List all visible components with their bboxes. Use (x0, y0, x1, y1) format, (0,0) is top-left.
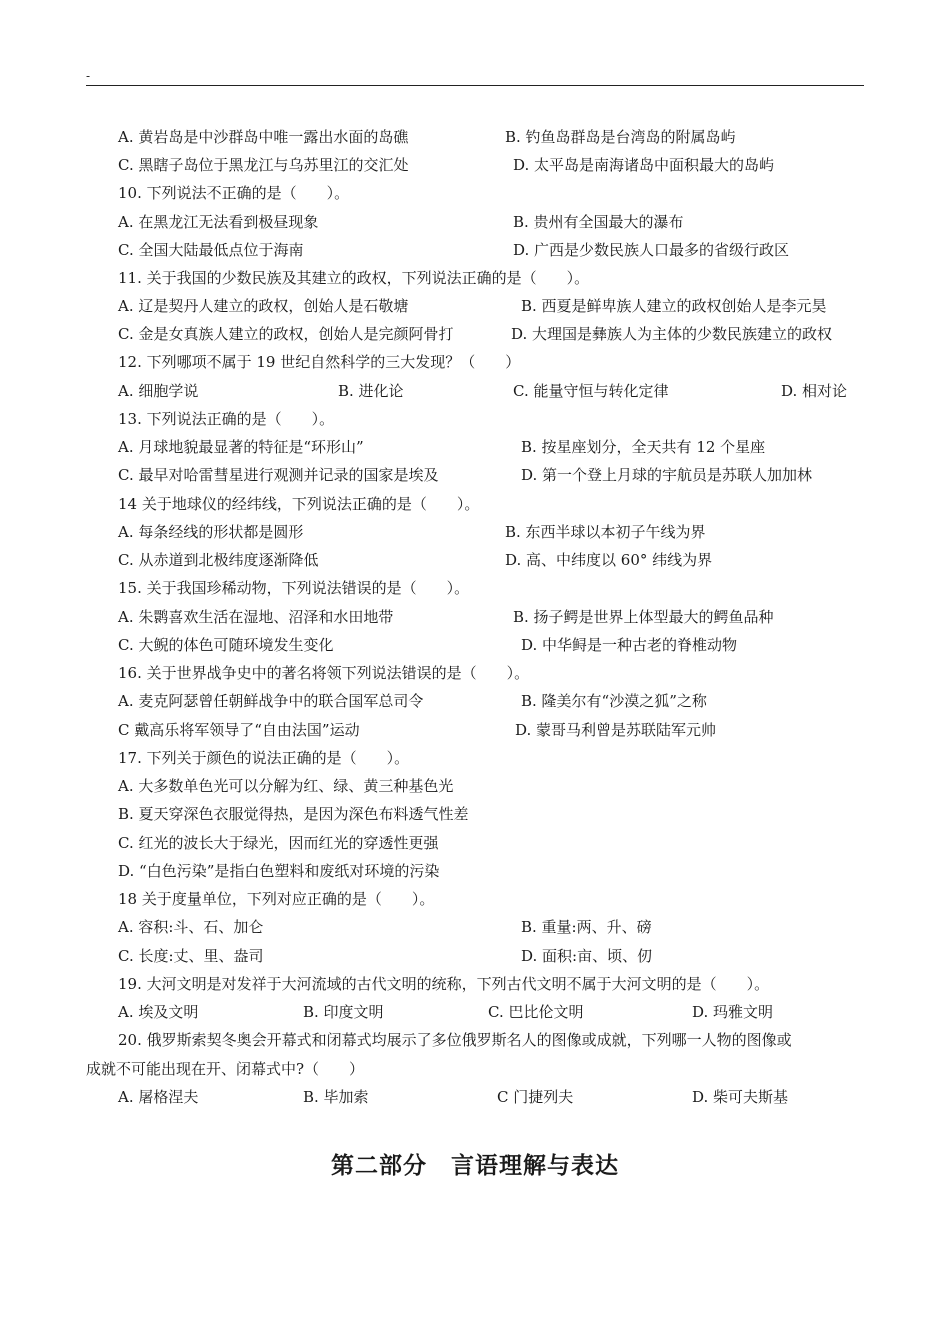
q15-option-c: C. 大鲵的体色可随环境发生变化 (118, 636, 334, 654)
q16-option-d: D. 蒙哥马利曾是苏联陆军元帅 (515, 721, 717, 739)
q17-option-a: A. 大多数单色光可以分解为红、绿、黄三种基色光 (118, 777, 454, 795)
q17-stem: 17. 下列关于颜色的说法正确的是（ ）。 (118, 749, 410, 767)
q20-option-c: C 门捷列夫 (497, 1088, 574, 1106)
q9-option-a: A. 黄岩岛是中沙群岛中唯一露出水面的岛礁 (118, 128, 409, 146)
q20-option-b: B. 毕加索 (303, 1088, 369, 1106)
q10-option-c: C. 全国大陆最低点位于海南 (118, 241, 304, 259)
q14-option-b: B. 东西半球以本初子午线为界 (505, 523, 706, 541)
q12-option-c: C. 能量守恒与转化定律 (513, 382, 669, 400)
q13-option-c: C. 最早对哈雷彗星进行观测并记录的国家是埃及 (118, 466, 439, 484)
q20-stem-line-1: 20. 俄罗斯索契冬奥会开幕式和闭幕式均展示了多位俄罗斯名人的图像或成就，下列哪一人物的图像或 (118, 1031, 792, 1049)
q20-option-a: A. 屠格涅夫 (118, 1088, 199, 1106)
q15-option-d: D. 中华鲟是一种古老的脊椎动物 (521, 636, 738, 654)
q19-stem: 19. 大河文明是对发祥于大河流域的古代文明的统称，下列古代文明不属于大河文明的是（ ）。 (118, 975, 770, 993)
q15-option-a: A. 朱鹮喜欢生活在湿地、沼泽和水田地带 (118, 608, 394, 626)
q20-stem-line-2: 成就不可能出现在开、闭幕式中?（ ） (86, 1060, 365, 1078)
section-title: 第二部分 言语理解与表达 (331, 1152, 619, 1179)
q18-option-c: C. 长度:丈、里、盎司 (118, 947, 264, 965)
q11-stem: 11. 关于我国的少数民族及其建立的政权，下列说法正确的是（ ）。 (118, 269, 590, 287)
q12-stem: 12. 下列哪项不属于 19 世纪自然科学的三大发现？（ ） (118, 353, 521, 371)
header-rule (86, 85, 864, 86)
q14-stem: 14 关于地球仪的经纬线，下列说法正确的是（ ）。 (118, 495, 480, 513)
q18-option-b: B. 重量:两、升、磅 (521, 918, 652, 936)
q11-option-c: C. 金是女真族人建立的政权，创始人是完颜阿骨打 (118, 325, 454, 343)
q13-option-b: B. 按星座划分，全天共有 12 个星座 (521, 438, 766, 456)
q12-option-b: B. 进化论 (338, 382, 404, 400)
q12-option-d: D. 相对论 (781, 382, 848, 400)
q9-option-d: D. 太平岛是南海诸岛中面积最大的岛屿 (513, 156, 775, 174)
q18-stem: 18 关于度量单位，下列对应正确的是（ ）。 (118, 890, 435, 908)
q10-stem: 10. 下列说法不正确的是（ ）。 (118, 184, 350, 202)
q11-option-d: D. 大理国是彝族人为主体的少数民族建立的政权 (511, 325, 833, 343)
q10-option-d: D. 广西是少数民族人口最多的省级行政区 (513, 241, 790, 259)
q18-option-a: A. 容积:斗、石、加仑 (118, 918, 264, 936)
q17-option-d: D. “白色污染”是指白色塑料和废纸对环境的污染 (118, 862, 440, 880)
q12-option-a: A. 细胞学说 (118, 382, 199, 400)
q16-option-c: C 戴高乐将军领导了“自由法国”运动 (118, 721, 360, 739)
header-mark: - (86, 69, 91, 83)
q13-option-d: D. 第一个登上月球的宇航员是苏联人加加林 (521, 466, 813, 484)
q13-stem: 13. 下列说法正确的是（ ）。 (118, 410, 335, 428)
q14-option-d: D. 高、中纬度以 60° 纬线为界 (505, 551, 713, 569)
q11-option-a: A. 辽是契丹人建立的政权，创始人是石敬塘 (118, 297, 409, 315)
q20-option-d: D. 柴可夫斯基 (692, 1088, 789, 1106)
q15-option-b: B. 扬子鳄是世界上体型最大的鳄鱼品种 (513, 608, 774, 626)
q10-option-b: B. 贵州有全国最大的瀑布 (513, 213, 684, 231)
q11-option-b: B. 西夏是鲜卑族人建立的政权创始人是李元昊 (521, 297, 827, 315)
q18-option-d: D. 面积:亩、顷、仞 (521, 947, 653, 965)
q13-option-a: A. 月球地貌最显著的特征是“环形山” (118, 438, 364, 456)
q16-option-b: B. 隆美尔有“沙漠之狐”之称 (521, 692, 707, 710)
q16-option-a: A. 麦克阿瑟曾任朝鲜战争中的联合国军总司令 (118, 692, 424, 710)
q14-option-c: C. 从赤道到北极纬度逐渐降低 (118, 551, 319, 569)
q15-stem: 15. 关于我国珍稀动物，下列说法错误的是（ ）。 (118, 579, 470, 597)
q16-stem: 16. 关于世界战争史中的著名将领下列说法错误的是（ ）。 (118, 664, 530, 682)
q19-option-d: D. 玛雅文明 (692, 1003, 774, 1021)
q19-option-b: B. 印度文明 (303, 1003, 384, 1021)
q19-option-c: C. 巴比伦文明 (488, 1003, 584, 1021)
q17-option-c: C. 红光的波长大于绿光，因而红光的穿透性更强 (118, 834, 439, 852)
q14-option-a: A. 每条经线的形状都是圆形 (118, 523, 304, 541)
q17-option-b: B. 夏天穿深色衣服觉得热，是因为深色布料透气性差 (118, 805, 469, 823)
q9-option-c: C. 黑瞎子岛位于黑龙江与乌苏里江的交汇处 (118, 156, 409, 174)
q19-option-a: A. 埃及文明 (118, 1003, 199, 1021)
q10-option-a: A. 在黑龙江无法看到极昼现象 (118, 213, 319, 231)
q9-option-b: B. 钓鱼岛群岛是台湾岛的附属岛屿 (505, 128, 736, 146)
